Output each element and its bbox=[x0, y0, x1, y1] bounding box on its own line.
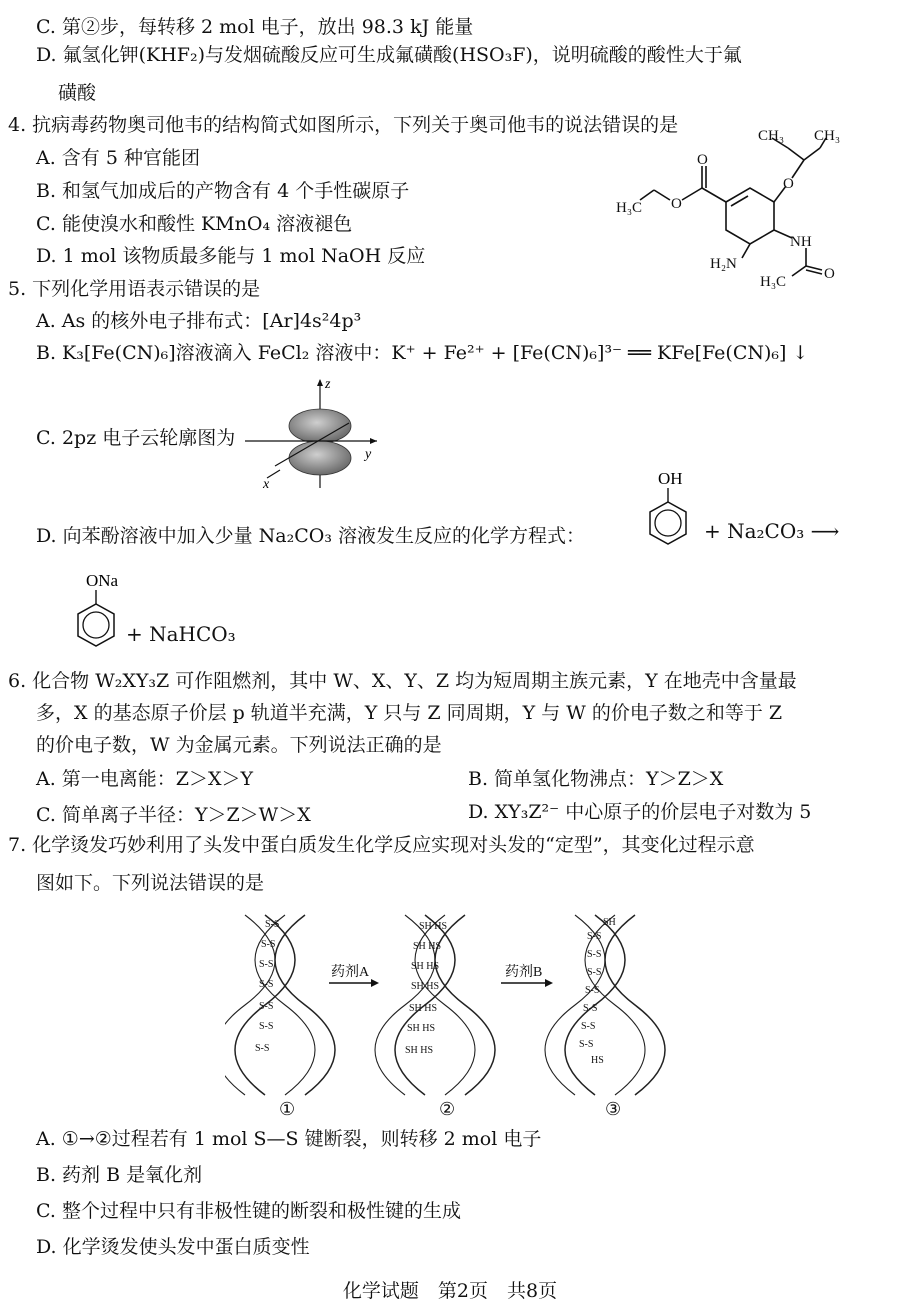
q6-stem-line2: 多，X 的基态原子价层 p 轨道半充满，Y 只与 Z 同周期，Y 与 W 的价电子数之和等于 Z bbox=[36, 702, 783, 724]
q7-option-a: A. ①→②过程若有 1 mol S—S 键断裂，则转移 2 mol 电子 bbox=[36, 1128, 542, 1150]
page-footer: 化学试题 第2页 共8页 bbox=[342, 1280, 558, 1302]
reagent-na2co3: + Na₂CO₃ ⟶ bbox=[704, 519, 840, 543]
stage-label-2: ② bbox=[439, 1099, 456, 1119]
struct-label-h3c-ester: H₃C bbox=[616, 200, 643, 216]
oseltamivir-structure bbox=[610, 120, 850, 295]
struct-label-ch3-right: CH₃ bbox=[814, 128, 841, 144]
q7-option-b: B. 药剂 B 是氧化剂 bbox=[36, 1164, 203, 1186]
bond-label: S-S bbox=[583, 1003, 598, 1014]
bond-label: SH HS bbox=[407, 1023, 436, 1034]
struct-label-h2n: H₂N bbox=[710, 256, 737, 272]
q5-option-a: A. As 的核外电子排布式：[Ar]4s²4p³ bbox=[36, 310, 362, 332]
bond-label: SH HS bbox=[405, 1045, 434, 1056]
struct-label-ether-o: O bbox=[783, 176, 794, 192]
bond-label: HS bbox=[591, 1055, 604, 1066]
arrow-label-reagent-a: 药剂A bbox=[331, 965, 370, 980]
bond-label: S-S bbox=[259, 979, 274, 990]
phenol-structure bbox=[638, 462, 700, 554]
bond-label: SH HS bbox=[413, 941, 442, 952]
bond-label: S-S bbox=[587, 949, 602, 960]
q6-option-a: A. 第一电离能：Z＞X＞Y bbox=[36, 768, 254, 790]
bond-label: SH HS bbox=[409, 1003, 438, 1014]
bond-label: S-S bbox=[259, 1001, 274, 1012]
q4-stem: 4. 抗病毒药物奥司他韦的结构简式如图所示，下列关于奥司他韦的说法错误的是 bbox=[8, 114, 679, 136]
struct-label-amide-o: O bbox=[824, 266, 835, 282]
struct-label-carbonyl-o: O bbox=[697, 152, 708, 168]
q6-option-b: B. 简单氢化物沸点：Y＞Z＞X bbox=[468, 768, 724, 790]
q7-option-d: D. 化学烫发使头发中蛋白质变性 bbox=[36, 1236, 310, 1258]
q5-option-c: C. 2pz 电子云轮廓图为 bbox=[36, 427, 236, 449]
q5-option-b: B. K₃[Fe(CN)₆]溶液滴入 FeCl₂ 溶液中：K⁺ + Fe²⁺ + [Fe(CN)₆]³⁻ ══ KFe[Fe(CN)₆] ↓ bbox=[36, 342, 809, 364]
bond-label: S-S bbox=[261, 939, 276, 950]
q6-stem-line3: 的价电子数，W 为金属元素。下列说法正确的是 bbox=[36, 734, 442, 756]
struct-label-h3c-amide: H₃C bbox=[760, 274, 787, 290]
q6-option-c: C. 简单离子半径：Y＞Z＞W＞X bbox=[36, 804, 311, 826]
bond-label: S-S bbox=[255, 1043, 270, 1054]
q7-stem-line1: 7. 化学烫发巧妙利用了头发中蛋白质发生化学反应实现对头发的“定型”，其变化过程示意 bbox=[8, 834, 755, 856]
q4-option-c: C. 能使溴水和酸性 KMnO₄ 溶液褪色 bbox=[36, 213, 353, 235]
bond-label: S-S bbox=[585, 985, 600, 996]
bond-label: S-S bbox=[259, 959, 274, 970]
stage-label-3: ③ bbox=[605, 1099, 622, 1119]
struct-label-nh: NH bbox=[790, 234, 812, 250]
bond-label: S-S bbox=[265, 919, 280, 930]
bond-label: SH bbox=[603, 917, 616, 928]
q5-stem: 5. 下列化学用语表示错误的是 bbox=[8, 278, 261, 300]
q3-option-c: C. 第②步，每转移 2 mol 电子，放出 98.3 kJ 能量 bbox=[36, 16, 474, 38]
2pz-orbital-diagram bbox=[245, 378, 385, 493]
axis-x-label: x bbox=[263, 477, 270, 492]
phenol-oh-label: OH bbox=[658, 469, 683, 488]
q7-stem-line2: 图如下。下列说法错误的是 bbox=[36, 872, 265, 894]
q6-stem-line1: 6. 化合物 W₂XY₃Z 可作阻燃剂，其中 W、X、Y、Z 均为短周期主族元素，Y 在地壳中含量最 bbox=[8, 670, 797, 692]
bond-label: S-S bbox=[259, 1021, 274, 1032]
bond-label: S-S bbox=[579, 1039, 594, 1050]
q7-option-c: C. 整个过程中只有非极性键的断裂和极性键的生成 bbox=[36, 1200, 461, 1222]
axis-y-label: y bbox=[365, 447, 372, 462]
q6-option-d: D. XY₃Z²⁻ 中心原子的价层电子对数为 5 bbox=[468, 801, 812, 823]
bond-label: S-S bbox=[587, 931, 602, 942]
byproduct-nahco3: + NaHCO₃ bbox=[126, 622, 236, 646]
q3-option-d: D. 氟氢化钾(KHF₂)与发烟硫酸反应可生成氟磺酸(HSO₃F)，说明硫酸的酸性大于氟 bbox=[36, 44, 742, 66]
struct-label-ch3-left: CH₃ bbox=[758, 128, 785, 144]
q4-option-d: D. 1 mol 该物质最多能与 1 mol NaOH 反应 bbox=[36, 245, 426, 267]
bond-label: S-S bbox=[581, 1021, 596, 1032]
stage-label-1: ① bbox=[279, 1099, 296, 1119]
q4-option-b: B. 和氢气加成后的产物含有 4 个手性碳原子 bbox=[36, 180, 410, 202]
q3-option-d-continued: 磺酸 bbox=[58, 82, 97, 104]
arrow-label-reagent-b: 药剂B bbox=[505, 965, 543, 980]
q5-option-d: D. 向苯酚溶液中加入少量 Na₂CO₃ 溶液发生反应的化学方程式： bbox=[36, 525, 586, 547]
phenoxide-ona-label: ONa bbox=[86, 571, 119, 590]
bond-label: SH HS bbox=[411, 961, 440, 972]
bond-label: S-S bbox=[587, 967, 602, 978]
struct-label-ester-o: O bbox=[671, 196, 682, 212]
hair-perm-diagram bbox=[225, 905, 705, 1120]
q4-option-a: A. 含有 5 种官能团 bbox=[36, 147, 200, 169]
bond-label: SH HS bbox=[411, 981, 440, 992]
axis-z-label: z bbox=[325, 378, 331, 392]
bond-label: SH HS bbox=[419, 921, 448, 932]
